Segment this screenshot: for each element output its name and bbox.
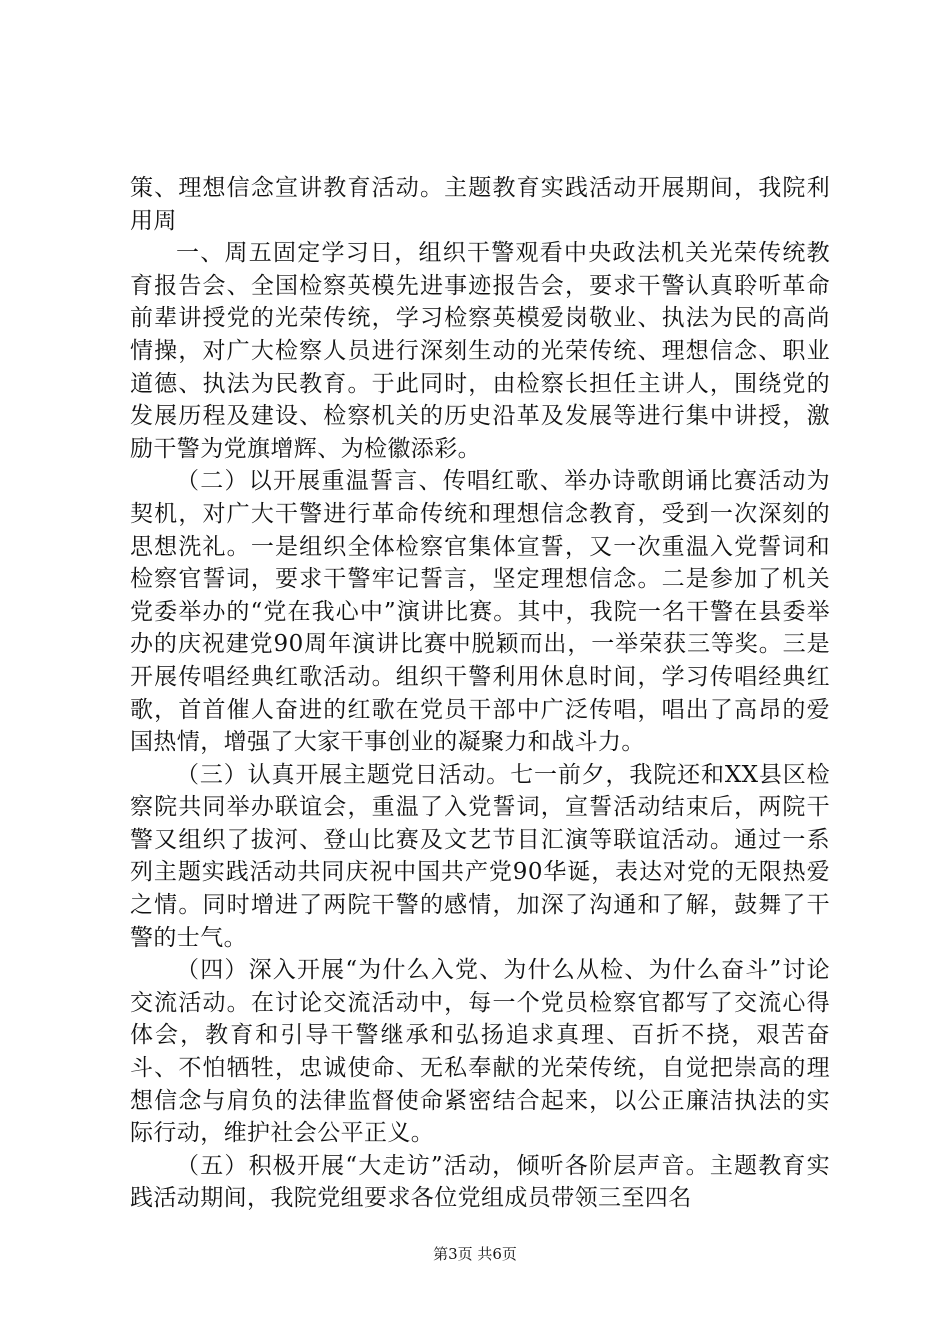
paragraph-item-2: （二）以开展重温誓言、传唱红歌、举办诗歌朗诵比赛活动为契机，对广大干警进行革命传统和理想信念教育，受到一次深刻的思想洗礼。一是组织全体检察官集体宣誓，又一次重温入党誓词和检察官誓词，要求干警牢记誓言，坚定理想信念。二是参加了机关党委举办的“党在我心中”演讲比赛。其中，我院一名干警在县委举办的庆祝建党90周年演讲比赛中脱颖而出，一举荣获三等奖。三是开展传唱经典红歌活动。组织干警利用休息时间，学习传唱经典红歌，首首催人奋进的红歌在党员干部中广泛传唱，唱出了高昂的爱国热情，增强了大家干事创业的凝聚力和战斗力。 [130, 468, 830, 756]
paragraph-item-1: 一、周五固定学习日，组织干警观看中央政法机关光荣传统教育报告会、全国检察英模先进事迹报告会，要求干警认真聆听革命前辈讲授党的光荣传统，学习检察英模爱岗敬业、执法为民的高尚情操，对广大检察人员进行深刻生动的光荣传统、理想信念、职业道德、执法为民教育。于此同时，由检察长担任主讲人，围绕党的发展历程及建设、检察机关的历史沿革及发展等进行集中讲授，激励干警为党旗增辉、为检徽添彩。 [130, 240, 830, 462]
document-body [130, 172, 830, 1215]
paragraph-item-4: （四）深入开展“为什么入党、为什么从检、为什么奋斗”讨论交流活动。在讨论交流活动中，每一个党员检察官都写了交流心得体会，教育和引导干警继承和弘扬追求真理、百折不挠，艰苦奋斗、不怕牺牲，忠诚使命、无私奉献的光荣传统，自觉把崇高的理想信念与肩负的法律监督使命紧密结合起来，以公正廉洁执法的实际行动，维护社会公平正义。 [130, 957, 830, 1147]
page-number-footer: 第3页 共6页 [433, 1245, 517, 1263]
paragraph-continuation: 策、理想信念宣讲教育活动。主题教育实践活动开展期间，我院利用周 [130, 175, 830, 234]
paragraph-item-5: （五）积极开展“大走访”活动，倾听各阶层声音。主题教育实践活动期间，我院党组要求各位党组成员带领三至四名 [130, 1152, 830, 1212]
paragraph-item-3: （三）认真开展主题党日活动。七一前夕，我院还和XX县区检察院共同举办联谊会，重温了入党誓词，宣誓活动结束后，两院干警又组织了拔河、登山比赛及文艺节目汇演等联谊活动。通过一系列主题实践活动共同庆祝中国共产党90华诞，表达对党的无限热爱之情。同时增进了两院干警的感情，加深了沟通和了解，鼓舞了干警的士气。 [130, 761, 830, 951]
